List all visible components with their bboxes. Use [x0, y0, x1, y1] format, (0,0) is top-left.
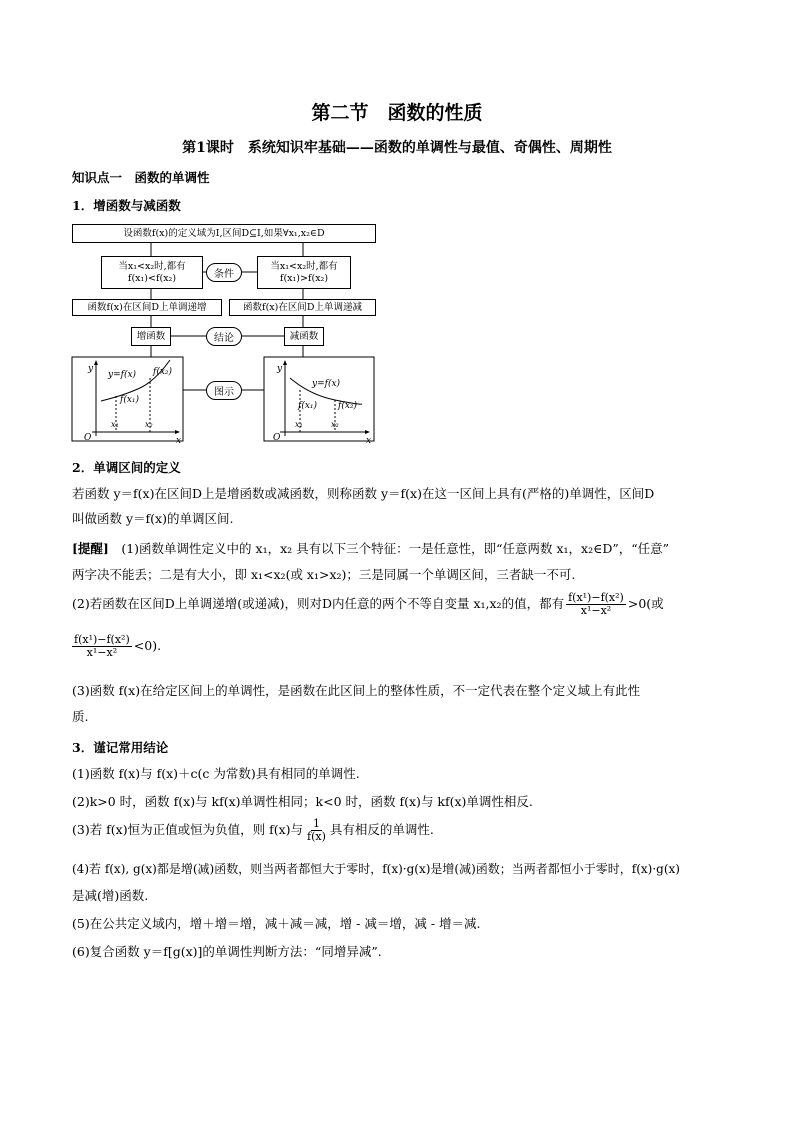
- increasing-condition-line2: f(x₁)<f(x₂): [127, 272, 177, 284]
- conclusion-4-line1: (4)若 f(x), g(x)都是增(减)函数，则当两者都恒大于零时，f(x)·g(x)是增(减)函数；当两者都恒小于零时，f(x)·g(x): [72, 862, 680, 876]
- left-graph-x-label: x: [176, 436, 182, 446]
- tip-1-text: (1)函数单调性定义中的 x₁，x₂ 具有以下三个特征：一是任意性，即“任意两数 x₁，x₂∈D”，“任意”: [108, 541, 670, 556]
- left-graph-curve-label: y=f(x): [108, 370, 137, 380]
- right-graph-x2: x₂: [331, 420, 339, 429]
- conclusion-3-ending: 具有相反的单调性.: [329, 822, 434, 837]
- left-graph-x1: x₁: [111, 420, 119, 429]
- lesson-subtitle: 第1课时 系统知识牢基础——函数的单调性与最值、奇偶性、周期性: [182, 140, 612, 156]
- tip-label: [提醒]: [72, 541, 109, 556]
- fraction-numerator: f(x¹)−f(x²): [568, 591, 624, 604]
- reciprocal-fraction: [305, 818, 328, 843]
- left-graph-y-label: y: [88, 364, 94, 374]
- conclusion-2: (2)k>0 时，函数 f(x)与 kf(x)单调性相同；k<0 时，函数 f(x)与 kf(x)单调性相反.: [72, 794, 533, 809]
- tip-2-inequality: >0(或: [627, 596, 664, 611]
- right-graph-y-label: y: [277, 364, 283, 374]
- tip-2-text: (2)若函数在区间D上单调递增(或递减)，则对D内任意的两个不等自变量 x₁,x₂的值，都有: [72, 596, 565, 611]
- definition-box: 设函数f(x)的定义域为I,区间D⊆I,如果∀x₁,x₂∈D: [72, 224, 376, 243]
- figure-label: 图示: [206, 381, 242, 400]
- heading-1: 1．增函数与减函数: [72, 198, 181, 213]
- decreasing-condition-box: [257, 256, 351, 289]
- section-heading: 知识点一 函数的单调性: [72, 170, 210, 185]
- conclusion-4-line2: 是减(增)函数.: [72, 888, 149, 903]
- paragraph-2-line2: 叫做函数 y＝f(x)的单调区间.: [72, 511, 234, 526]
- increasing-condition-line1: 当x₁<x₂时,都有: [118, 260, 186, 272]
- fraction-denominator: x¹−x²: [580, 604, 612, 617]
- conclusion-5: (5)在公共定义域内，增＋增＝增，减＋减＝减，增 - 减＝增，减 - 增＝减.: [72, 916, 481, 931]
- tip-2-line1: [72, 592, 664, 617]
- decreasing-condition-line1: 当x₁<x₂时,都有: [270, 260, 338, 272]
- conclusion-3-text: (3)若 f(x)恒为正值或恒为负值，则 f(x)与: [72, 822, 304, 837]
- increasing-result-box: 函数f(x)在区间D上单调递增: [72, 299, 222, 316]
- heading-3: 3．谨记常用结论: [72, 740, 169, 755]
- tip-1-line2: 两字决不能丢；二是有大小，即 x₁<x₂(或 x₁>x₂)；三是同属一个单调区间，三者缺一不可.: [72, 567, 576, 582]
- tip-3-line2: 质.: [72, 709, 89, 724]
- fraction-denominator-2: x¹−x²: [86, 646, 118, 659]
- tip-2-ending: <0).: [133, 638, 162, 653]
- decreasing-result-box: 函数f(x)在区间D上单调递减: [229, 299, 376, 316]
- increasing-function-box: 增函数: [131, 327, 171, 346]
- left-graph-origin: O: [84, 433, 92, 443]
- paragraph-2-line1: 若函数 y＝f(x)在区间D上是增函数或减函数，则称函数 y＝f(x)在这一区间上具有(严格的)单调性，区间D: [72, 486, 655, 501]
- conclusion-label: 结论: [206, 327, 242, 346]
- tip-2-line2: [72, 634, 161, 659]
- conclusion-3: [72, 818, 434, 843]
- conclusion-6: (6)复合函数 y＝f[g(x)]的单调性判断方法：“同增异减”.: [72, 944, 382, 959]
- difference-quotient: [566, 592, 626, 617]
- decreasing-function-box: 减函数: [284, 327, 324, 346]
- difference-quotient-2: [72, 634, 132, 659]
- reciprocal-denominator: f(x): [307, 830, 326, 843]
- fraction-numerator-2: f(x¹)−f(x²): [74, 633, 130, 646]
- right-graph-fx1: f(x₁): [298, 401, 318, 411]
- reciprocal-numerator: 1: [312, 817, 320, 830]
- left-graph-fx2: f(x₂): [153, 367, 173, 377]
- monotonicity-diagram: [0, 0, 794, 450]
- left-graph-fx1: f(x₁): [120, 395, 140, 405]
- right-graph-x-label: x: [366, 436, 372, 446]
- tip-1-line1: [72, 539, 669, 557]
- heading-2: 2．单调区间的定义: [72, 460, 181, 475]
- conclusion-1: (1)函数 f(x)与 f(x)＋c(c 为常数)具有相同的单调性.: [72, 766, 360, 781]
- condition-label: 条件: [206, 263, 242, 282]
- right-graph-curve-label: y=f(x): [312, 379, 341, 389]
- tip-3-line1: (3)函数 f(x)在给定区间上的单调性，是函数在此区间上的整体性质，不一定代表在整个定义域上有此性: [72, 683, 641, 698]
- page-title: 第二节 函数的性质: [311, 102, 483, 124]
- left-graph-x2: x₂: [145, 420, 153, 429]
- right-graph-fx2: f(x₂): [338, 401, 358, 411]
- increasing-condition-box: [101, 256, 203, 289]
- right-graph-origin: O: [273, 433, 281, 443]
- right-graph-x1: x₁: [295, 420, 303, 429]
- decreasing-condition-line2: f(x₁)>f(x₂): [279, 272, 329, 284]
